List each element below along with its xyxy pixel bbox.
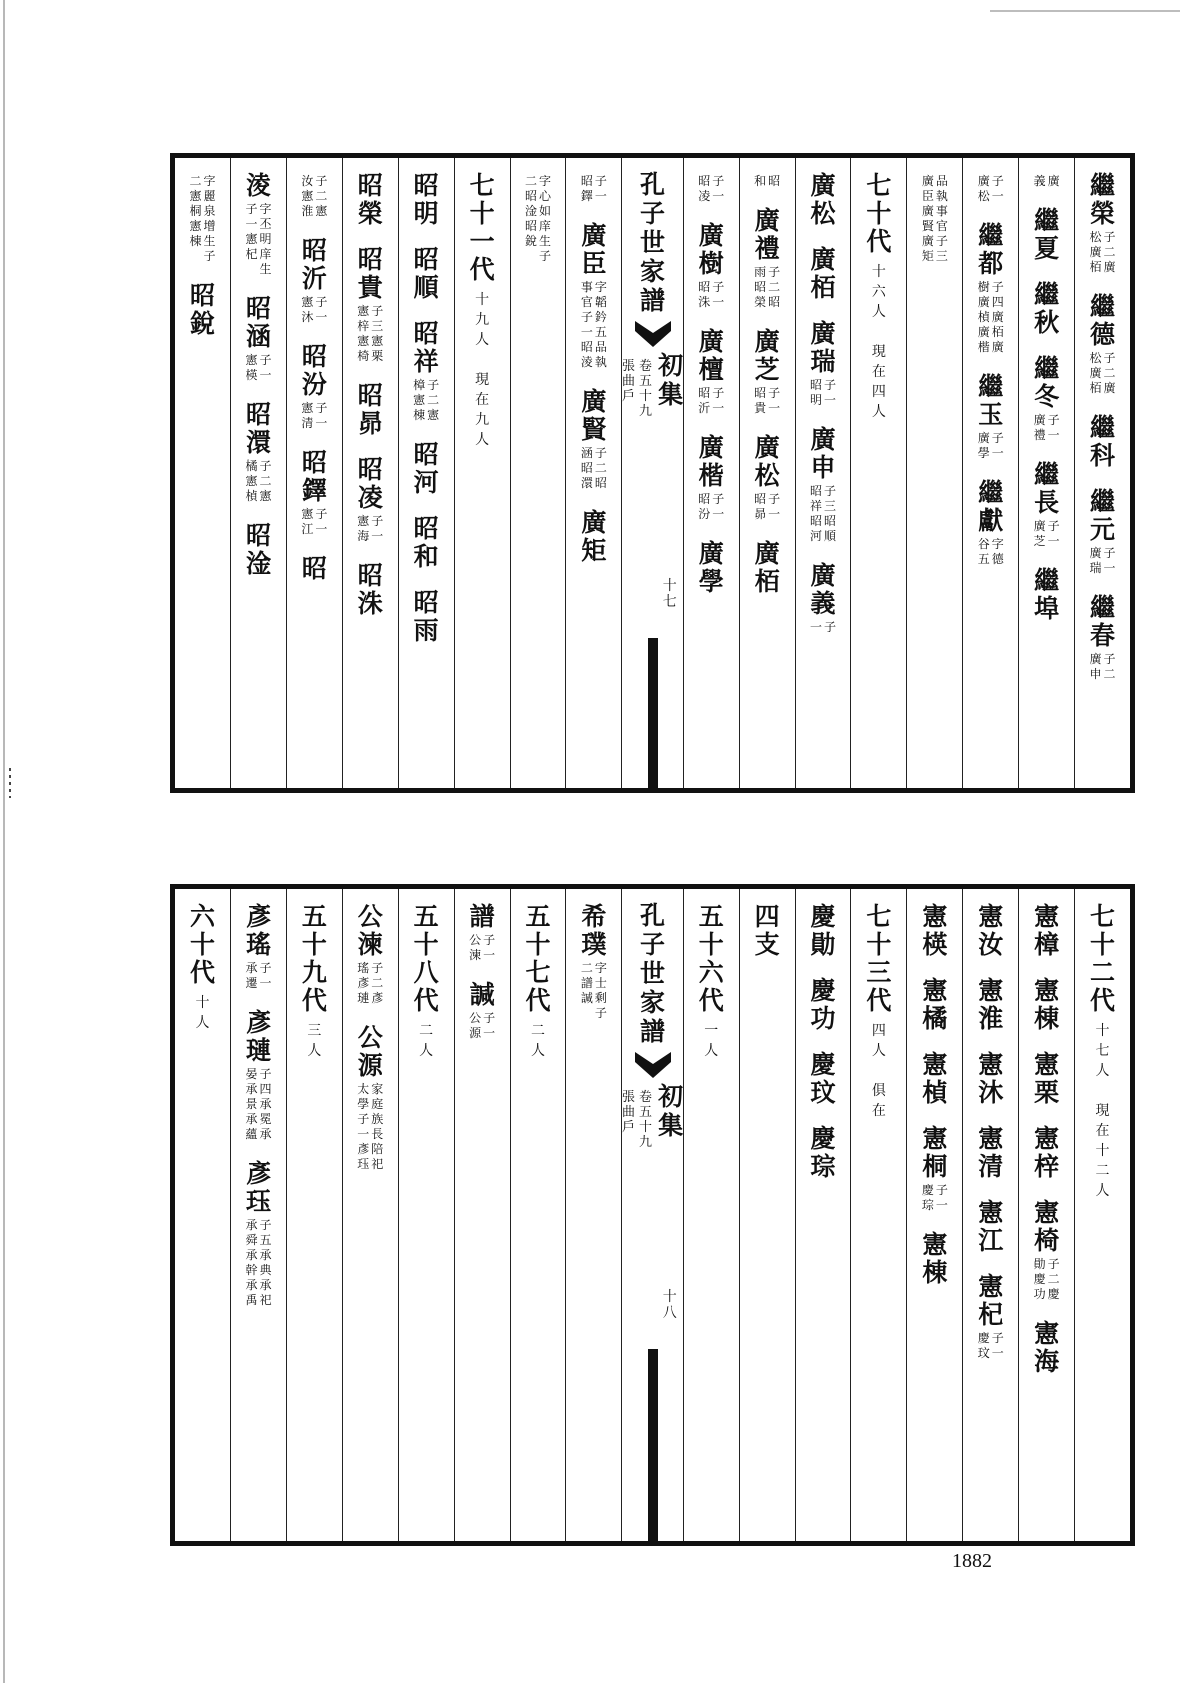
annotation: 品 執 事 官 子 三 廣 臣 廣 賢 廣 矩 (921, 174, 948, 263)
person-name: 憲 楨 (922, 1050, 948, 1107)
person-name: 慶 琮 (810, 1124, 836, 1181)
person-name: 憲 椅 (1034, 1198, 1060, 1255)
genealogy-entry (922, 903, 947, 959)
entries-column (342, 889, 398, 1541)
entries-column (906, 158, 962, 788)
person-name: 慶 玟 (810, 1050, 836, 1107)
annotation: 子 一 昭 洙 (698, 280, 725, 309)
genealogy-entry (1033, 172, 1061, 189)
person-name: 昭 昴 (357, 381, 383, 438)
genealogy-entry (697, 434, 725, 522)
generation-title: 七 十 一 代 (469, 171, 495, 284)
annotation: 昭 和 (754, 174, 781, 188)
entries-column (565, 889, 621, 1541)
person-name: 昭 明 (413, 171, 439, 228)
generation-title: 七 十 三 代 (866, 902, 892, 1015)
person-name: 廣 芝 (754, 327, 780, 384)
genealogy-entry (356, 456, 384, 544)
genealogy-entry (811, 977, 836, 1033)
person-name: 譜 (469, 902, 495, 931)
genealogy-entry (1034, 1051, 1059, 1107)
person-name: 憲 梓 (1034, 1124, 1060, 1181)
genealogy-entry (809, 426, 837, 544)
person-name: 廣 禮 (754, 206, 780, 263)
generation-heading (510, 889, 566, 1541)
annotation: 子 一 昭 沂 (698, 386, 725, 415)
genealogy-entry (190, 282, 215, 338)
person-name: 廣 栢 (810, 245, 836, 302)
annotation: 子 一 憲 楧 (245, 353, 272, 382)
person-name: 憲 清 (978, 1124, 1004, 1181)
generation-count: 十 七 人 (1095, 1023, 1110, 1079)
genealogy-entry (580, 222, 608, 370)
genealogy-entry (414, 246, 439, 302)
person-name: 憲 棟 (1034, 976, 1060, 1033)
entries-column (230, 889, 286, 1541)
person-name: 憲 樟 (1034, 902, 1060, 959)
entries-column (962, 889, 1018, 1541)
genealogy-entry (977, 1273, 1005, 1361)
genealogy-entry (1034, 281, 1059, 337)
annotation: 字 德 谷 五 (977, 537, 1004, 566)
genealogy-entry (753, 172, 781, 189)
person-name: 彥 璉 (245, 1008, 271, 1065)
genealogy-entry (244, 172, 272, 277)
generation-count: 十 九 人 (475, 292, 490, 348)
genealogy-entry (1033, 1199, 1061, 1302)
genealogy-entry (358, 172, 383, 228)
person-name: 希 璞 (581, 902, 607, 959)
person-name: 憲 杞 (978, 1272, 1004, 1329)
entries-column (510, 158, 566, 788)
annotation: 子 三 憲 栗 憲 梓 憲 椅 (357, 304, 384, 363)
genealogy-entry (581, 509, 606, 565)
person-name: 繼 德 (1090, 292, 1116, 349)
person-name: 憲 楧 (922, 902, 948, 959)
genealogy-entry (580, 388, 608, 491)
person-name: 繼 冬 (1034, 354, 1060, 411)
genealogy-entry (922, 1231, 947, 1287)
genealogy-entry (921, 172, 949, 264)
genealogy-entry (1034, 1125, 1059, 1181)
generation-count: 二 人 (419, 1023, 434, 1059)
collection-label: 初 集 (658, 351, 683, 409)
entries-column (286, 158, 342, 788)
person-name: 繼 秋 (1034, 280, 1060, 337)
annotation: 子 一 憲 清 (301, 401, 328, 430)
annotation: 子 一 慶 琮 (921, 1183, 948, 1212)
annotation: 子 一 昭 昴 (754, 492, 781, 521)
annotation: 子 一 憲 海 (357, 514, 384, 543)
entries-column (962, 158, 1018, 788)
genealogy-entry (300, 172, 328, 219)
generation-present: 現 在 四 人 (871, 344, 886, 420)
genealogy-entry (753, 434, 781, 522)
annotation: 子 一 昭 明 (810, 378, 837, 407)
genealogy-entry (302, 555, 327, 583)
genealogy-entry (189, 172, 217, 264)
person-name: 廣 義 (810, 561, 836, 618)
person-name: 憲 桐 (922, 1124, 948, 1181)
genealogy-entry (468, 903, 496, 963)
genealogy-entry (1034, 567, 1059, 623)
folio-number: 十 八 (662, 1289, 677, 1321)
annotation: 子 四 承 冕 承 晏 承 景 承 蘊 (245, 1067, 272, 1141)
generation-count: 三 人 (307, 1023, 322, 1059)
entries-column (175, 158, 230, 788)
annotation: 子 三 昭 順 昭 祥 昭 河 (810, 484, 837, 543)
annotation: 子 一 憲 沐 (301, 295, 328, 324)
center-fold-column (621, 158, 682, 788)
annotation: 子 一 昭 鐸 (580, 174, 607, 203)
annotation: 子 二 廣 松 廣 栢 (1089, 351, 1116, 395)
genealogy-entry (244, 295, 272, 383)
genealogy-entry (753, 207, 781, 310)
genealogy-entry (977, 479, 1005, 567)
annotation: 子 一 廣 學 (977, 431, 1004, 460)
generation-count: 一 人 (704, 1023, 719, 1059)
person-name: 彥 瑤 (245, 902, 271, 959)
person-name: 昭 榮 (357, 171, 383, 228)
book-title: 孔 子 世 家 譜 (640, 170, 666, 315)
person-name: 廣 楷 (698, 433, 724, 490)
generation-heading (739, 889, 795, 1541)
person-name: 憲 海 (1034, 1319, 1060, 1376)
person-name: 繼 長 (1034, 460, 1060, 517)
entries-column (230, 158, 286, 788)
annotation: 子 二 彥 瑤 彥 璉 (357, 961, 384, 1005)
person-name: 昭 洙 (357, 561, 383, 618)
person-name: 淩 (245, 171, 271, 200)
generation-title: 四 支 (754, 902, 780, 959)
genealogy-entry (978, 1199, 1003, 1255)
person-name: 諴 (469, 980, 495, 1009)
annotation: 子 二 憲 樟 憲 棟 (413, 378, 440, 422)
person-name: 昭 順 (413, 245, 439, 302)
genealogy-entry (921, 1125, 949, 1213)
person-name: 憲 橘 (922, 976, 948, 1033)
person-name: 憲 棟 (922, 1230, 948, 1287)
genealogy-entry (697, 222, 725, 310)
person-name: 彥 珏 (245, 1159, 271, 1216)
center-fold-column (621, 889, 682, 1541)
genealogy-entry (977, 373, 1005, 461)
genealogy-entry (978, 1125, 1003, 1181)
person-name: 廣 矩 (581, 508, 607, 565)
fold-bar (648, 1349, 658, 1541)
genealogy-entry (699, 540, 724, 596)
genealogy-entry (414, 441, 439, 497)
entries-column (739, 158, 795, 788)
annotation: 廣 義 (1033, 174, 1060, 188)
folio-number: 十 七 (662, 578, 677, 610)
generation-heading (398, 889, 454, 1541)
genealogy-entry (809, 562, 837, 635)
genealogy-entry (811, 1051, 836, 1107)
genealogy-entry (1089, 293, 1117, 396)
person-name: 繼 春 (1090, 593, 1116, 650)
person-name: 繼 埠 (1034, 566, 1060, 623)
lower-page-panel (170, 884, 1135, 1546)
entries-column (1018, 889, 1074, 1541)
person-name: 昭 澴 (245, 400, 271, 457)
genealogy-entry (244, 1009, 272, 1142)
genealogy-entry (580, 903, 608, 1021)
person-name: 憲 淮 (978, 976, 1004, 1033)
annotation: 子 一 昭 汾 (698, 492, 725, 521)
annotation: 子 四 廣 栢 廣 樹 廣 楨 廣 楷 (977, 280, 1004, 354)
generation-count: 二 人 (530, 1023, 545, 1059)
genealogy-entry (246, 522, 271, 578)
genealogy-entry (1090, 414, 1115, 470)
annotation: 子 一 公 源 (469, 1011, 496, 1040)
entries-column (795, 158, 851, 788)
person-name: 廣 松 (754, 433, 780, 490)
generation-heading (175, 889, 230, 1541)
annotation: 子 二 憲 汝 憲 淮 (301, 174, 328, 218)
entries-column (1074, 158, 1130, 788)
person-name: 昭 鐸 (301, 448, 327, 505)
person-name: 昭 祥 (413, 319, 439, 376)
genealogy-entry (358, 382, 383, 438)
genealogy-entry (697, 172, 725, 204)
generation-present: 俱 在 (871, 1083, 886, 1119)
person-name: 昭 雨 (413, 588, 439, 645)
generation-heading (683, 889, 739, 1541)
person-name: 廣 臣 (581, 221, 607, 278)
generation-count: 十 六 人 (871, 264, 886, 320)
person-name: 昭 汾 (301, 342, 327, 399)
annotation: 子 一 公 湅 (469, 933, 496, 962)
generation-present: 現 在 九 人 (475, 372, 490, 448)
genealogy-entry (811, 903, 836, 959)
generation-heading (454, 158, 510, 788)
generation-heading (1074, 889, 1130, 1541)
fold-bar (648, 638, 658, 788)
genealogy-entry (978, 1051, 1003, 1107)
person-name: 昭 和 (413, 514, 439, 571)
generation-title: 六 十 代 (190, 902, 216, 987)
generation-heading (850, 889, 906, 1541)
entries-column (683, 158, 739, 788)
person-name: 昭 涵 (245, 294, 271, 351)
genealogy-entry (755, 540, 780, 596)
annotation: 字 麗 泉 增 生 子 二 憲 桐 憲 棟 (189, 174, 216, 263)
genealogy-entry (414, 589, 439, 645)
genealogy-entry (811, 246, 836, 302)
genealogy-entry (811, 1125, 836, 1181)
scan-edge-top (990, 10, 1180, 12)
genealogy-entry (244, 401, 272, 504)
annotation: 子 一 憲 江 (301, 507, 328, 536)
annotation: 子 一 慶 玟 (977, 1331, 1004, 1360)
genealogy-entry (414, 172, 439, 228)
person-name: 繼 榮 (1090, 171, 1116, 228)
person-name: 廣 申 (810, 425, 836, 482)
person-name: 廣 樹 (698, 221, 724, 278)
genealogy-entry (977, 222, 1005, 355)
entries-column (454, 889, 510, 1541)
genealogy-entry (753, 328, 781, 416)
generation-present: 現 在 十 二 人 (1095, 1103, 1110, 1199)
margin-mark (9, 768, 11, 798)
person-name: 憲 沐 (978, 1050, 1004, 1107)
genealogy-entry (978, 903, 1003, 959)
person-name: 廣 賢 (581, 387, 607, 444)
annotation: 子 一 廣 禮 (1033, 413, 1060, 442)
person-name: 昭 河 (413, 440, 439, 497)
genealogy-entry (922, 1051, 947, 1107)
annotation: 子 一 承 遷 (245, 961, 272, 990)
person-name: 昭 銳 (190, 281, 216, 338)
person-name: 公 湅 (357, 902, 383, 959)
generation-title: 五 十 七 代 (525, 902, 551, 1015)
genealogy-entry (978, 977, 1003, 1033)
entries-column (795, 889, 851, 1541)
person-name: 昭 (301, 554, 327, 583)
annotation: 子 一 (810, 620, 837, 634)
genealogy-entry (524, 172, 552, 264)
genealogy-entry (977, 172, 1005, 204)
genealogy-entry (300, 343, 328, 431)
annotation: 子 二 廣 申 (1089, 652, 1116, 681)
book-title: 孔 子 世 家 譜 (640, 901, 666, 1046)
person-name: 廣 松 (810, 171, 836, 228)
genealogy-entry (358, 562, 383, 618)
upper-page-panel (170, 153, 1135, 793)
person-name: 憲 江 (978, 1198, 1004, 1255)
annotation: 子 二 昭 雨 昭 榮 (754, 265, 781, 309)
annotation: 字 心 如 庠 生 子 二 昭 淦 昭 銳 (524, 174, 551, 263)
genealogy-entry (922, 977, 947, 1033)
genealogy-entry (1089, 594, 1117, 682)
entries-column (342, 158, 398, 788)
person-name: 廣 栢 (754, 539, 780, 596)
generation-title: 五 十 六 代 (698, 902, 724, 1015)
annotation: 子 二 慶 勛 慶 功 (1033, 1257, 1060, 1301)
scan-edge-left (3, 0, 5, 1683)
annotation: 子 五 承 典 承 祀 承 舜 承 幹 承 禹 (245, 1218, 272, 1307)
annotation: 字 韜 鈐 五 品 執 事 官 子 一 昭 淩 (580, 280, 607, 369)
person-name: 昭 貴 (357, 245, 383, 302)
genealogy-entry (300, 237, 328, 325)
annotation: 子 二 憲 橘 憲 楨 (245, 459, 272, 503)
annotation: 子 二 昭 涵 昭 澴 (580, 446, 607, 490)
person-name: 廣 檀 (698, 327, 724, 384)
generation-count: 十 人 (195, 995, 210, 1031)
fishtail-mark-icon (635, 321, 671, 347)
entries-column (398, 158, 454, 788)
annotation: 子 一 昭 貴 (754, 386, 781, 415)
genealogy-entry (1089, 488, 1117, 576)
entries-column (1018, 158, 1074, 788)
annotation: 子 二 廣 松 廣 栢 (1089, 230, 1116, 274)
genealogy-entry (356, 1024, 384, 1172)
generation-count: 四 人 (871, 1023, 886, 1059)
generation-title: 七 十 二 代 (1090, 902, 1116, 1015)
generation-heading (286, 889, 342, 1541)
annotation: 字 丕 明 庠 生 子 一 憲 杞 (245, 202, 272, 276)
genealogy-entry (244, 903, 272, 991)
person-name: 繼 都 (978, 221, 1004, 278)
person-name: 繼 夏 (1034, 206, 1060, 263)
volume-label: 卷 五 十 九 張 曲 戶 (622, 359, 653, 419)
person-name: 廣 學 (698, 539, 724, 596)
person-name: 慶 勛 (810, 902, 836, 959)
annotation: 家 庭 族 長 陪 祀 太 學 子 一 彥 珏 (357, 1082, 384, 1171)
genealogy-entry (244, 1160, 272, 1308)
genealogy-entry (1089, 172, 1117, 275)
genealogy-entry (1034, 977, 1059, 1033)
person-name: 廣 瑞 (810, 319, 836, 376)
generation-title: 五 十 八 代 (413, 902, 439, 1015)
genealogy-entry (300, 449, 328, 537)
annotation: 子 一 廣 瑞 (1089, 546, 1116, 575)
entries-column (906, 889, 962, 1541)
person-name: 憲 栗 (1034, 1050, 1060, 1107)
person-name: 昭 凌 (357, 455, 383, 512)
generation-heading (850, 158, 906, 788)
person-name: 公 源 (357, 1023, 383, 1080)
annotation: 字 士 剩 子 二 譜 諴 (580, 961, 607, 1020)
person-name: 繼 玉 (978, 372, 1004, 429)
genealogy-entry (697, 328, 725, 416)
genealogy-entry (356, 246, 384, 364)
genealogy-entry (468, 981, 496, 1041)
genealogy-entry (412, 320, 440, 423)
generation-title: 七 十 代 (866, 171, 892, 256)
generation-title: 五 十 九 代 (301, 902, 327, 1015)
annotation: 子 一 廣 松 (977, 174, 1004, 203)
genealogy-entry (1033, 461, 1061, 549)
genealogy-entry (356, 903, 384, 1006)
annotation: 子 一 廣 芝 (1033, 519, 1060, 548)
genealogy-entry (811, 172, 836, 228)
volume-label: 卷 五 十 九 張 曲 戶 (622, 1090, 653, 1150)
person-name: 繼 科 (1090, 413, 1116, 470)
annotation: 子 一 昭 凌 (698, 174, 725, 203)
genealogy-entry (809, 320, 837, 408)
genealogy-entry (1033, 355, 1061, 443)
fishtail-mark-icon (635, 1052, 671, 1078)
collection-label: 初 集 (658, 1082, 683, 1140)
genealogy-entry (580, 172, 608, 204)
entries-column (565, 158, 621, 788)
genealogy-entry (1034, 207, 1059, 263)
person-name: 繼 元 (1090, 487, 1116, 544)
person-name: 昭 淦 (245, 521, 271, 578)
person-name: 慶 功 (810, 976, 836, 1033)
person-name: 憲 汝 (978, 902, 1004, 959)
person-name: 昭 沂 (301, 236, 327, 293)
person-name: 繼 獻 (978, 478, 1004, 535)
genealogy-entry (1034, 1320, 1059, 1376)
genealogy-entry (1034, 903, 1059, 959)
page-number: 1882 (952, 1550, 992, 1572)
genealogy-entry (414, 515, 439, 571)
